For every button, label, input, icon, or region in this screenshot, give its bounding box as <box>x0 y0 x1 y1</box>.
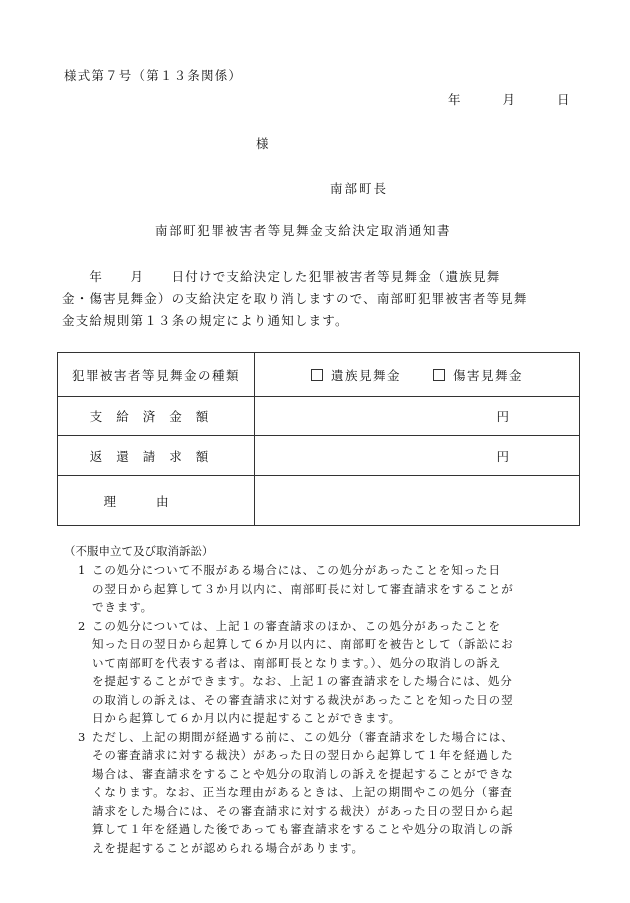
list-item: 1 この処分について不服がある場合には、この処分があったことを知った日 の翌日から起算して３か月以内に、南部町長に対して審査請求をすることが できます。 <box>78 563 514 614</box>
reason-field[interactable] <box>255 476 580 526</box>
appeal-list <box>70 561 570 857</box>
paid-label: 支給済金額 <box>58 397 255 436</box>
body-line: 年 月 日付けで支給決定した犯罪被害者等見舞金（遺族見舞 <box>62 269 501 284</box>
paid-amount-field[interactable] <box>255 397 580 436</box>
date-line <box>448 90 569 108</box>
table-row-kind <box>58 353 580 397</box>
document-title: 南部町犯罪被害者等見舞金支給決定取消通知書 <box>155 223 452 238</box>
form-number: 様式第７号（第１３条関係） <box>64 68 243 83</box>
checkbox-icon[interactable] <box>433 369 445 381</box>
list-item: 2 この処分については、上記１の審査請求のほか、この処分があったことを 知った日の翌日から起算して６か月以内に、南部町を被告として（訴訟にお いて南部町を代表する者は、南部町長となります。）、処分の取消しの訴え を提起することができます。なお、上記１の審査請求をした場合には、処分 の取消しの訴えは、その審査請求に対する裁決があったことを知った日の翌 日から起算して６か月以内に提起することができます。 <box>78 618 514 725</box>
sender: 南部町長 <box>330 181 389 196</box>
addressee-suffix: 様 <box>256 136 269 151</box>
body-line: 金支給規則第１３条の規定により通知します。 <box>62 313 349 328</box>
option-bereaved-label: 遺族見舞金 <box>330 367 401 383</box>
yen-unit: 円 <box>496 409 509 424</box>
list-item: 3 ただし、上記の期間が経過する前に、この処分（審査請求をした場合には、 その審査請求に対する裁決）があった日の翌日から起算して１年を経過した 場合は、審査請求をすることや処分の取消しの訴えを提起することができな くなります。なお、正当な理由があるときは、上記の期間やこの処分（審査 請求をした場合には、その審査請求に対する裁決）があった日の翌日から起 算して１年を経過した後であっても審査請求をすることや処分の取消しの訴 えを提起することが認められる場合があります。 <box>78 729 514 855</box>
body-line: 金・傷害見舞金）の支給決定を取り消しますので、南部町犯罪被害者等見舞 <box>62 291 528 306</box>
info-table <box>57 352 580 526</box>
refund-label: 返還請求額 <box>58 436 255 476</box>
reason-label: 理由 <box>58 476 255 526</box>
table-row-paid <box>58 397 580 436</box>
option-bereaved[interactable] <box>311 366 401 384</box>
date-month-label: 月 <box>502 92 515 107</box>
item-number: 2 <box>78 618 86 633</box>
kind-label: 犯罪被害者等見舞金の種類 <box>58 353 255 397</box>
table-row-refund <box>58 436 580 476</box>
date-day-label: 日 <box>556 92 570 107</box>
kind-options <box>255 353 580 397</box>
body-paragraph <box>62 266 580 332</box>
appeal-heading: （不服申立て及び取消訴訟） <box>64 544 214 558</box>
yen-unit: 円 <box>496 448 509 464</box>
option-injury-label: 傷害見舞金 <box>452 367 523 383</box>
item-number: 1 <box>78 563 86 577</box>
item-number: 3 <box>78 729 86 744</box>
table-row-reason <box>58 476 580 526</box>
checkbox-icon[interactable] <box>311 369 323 381</box>
date-year-label: 年 <box>448 92 461 107</box>
refund-amount-field[interactable] <box>255 436 580 476</box>
option-injury[interactable] <box>433 366 523 384</box>
